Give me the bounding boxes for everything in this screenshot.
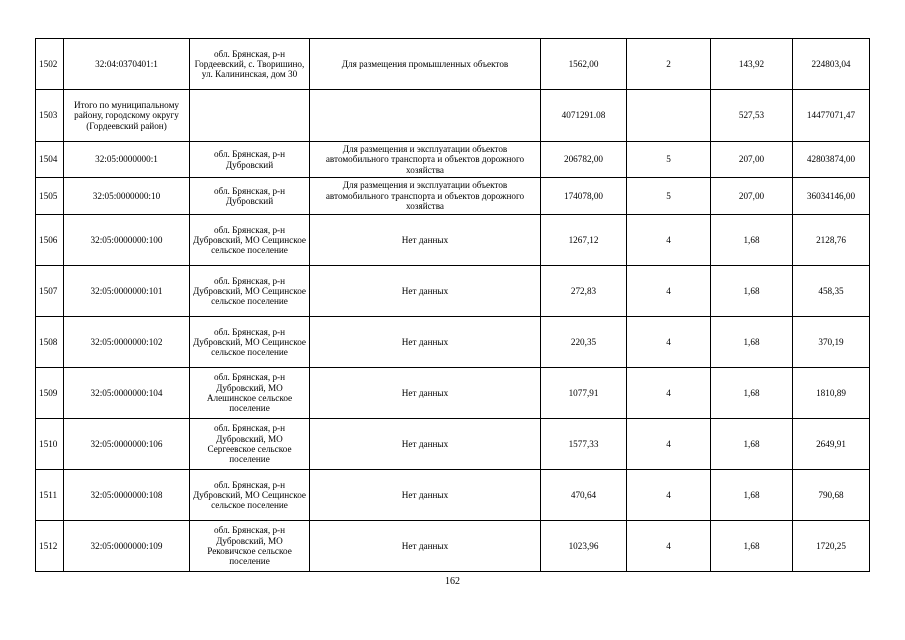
cell-number: 1502 (36, 39, 64, 90)
cell-cadastral-value: 42803874,00 (793, 142, 870, 178)
cell-cadastral-number: 32:05:0000000:101 (64, 266, 190, 317)
cell-permitted-use: Для размещения промышленных объектов (310, 39, 541, 90)
cell-cadastral-number: 32:05:0000000:108 (64, 470, 190, 521)
table-row (36, 178, 870, 215)
cell-permitted-use: Для размещения и эксплуатации объектов автомобильного транспорта и объектов дорожного хозяйства (310, 142, 541, 178)
cell-specific-value: 1,68 (711, 266, 793, 317)
cell-permitted-use (310, 90, 541, 142)
cell-address: обл. Брянская, р-н Дубровский, МО Рековичское сельское поселение (190, 521, 310, 572)
cell-address: обл. Брянская, р-н Дубровский, МО Сещинское сельское поселение (190, 470, 310, 521)
cell-address: обл. Брянская, р-н Дубровский (190, 178, 310, 215)
table-body (36, 39, 870, 572)
cell-number: 1507 (36, 266, 64, 317)
cell-specific-value: 207,00 (711, 142, 793, 178)
cell-cadastral-value: 36034146,00 (793, 178, 870, 215)
cell-area: 1023,96 (541, 521, 627, 572)
cell-permitted-use: Нет данных (310, 215, 541, 266)
cell-cadastral-number: 32:05:0000000:100 (64, 215, 190, 266)
table-row (36, 266, 870, 317)
table-row (36, 39, 870, 90)
cell-number: 1503 (36, 90, 64, 142)
cell-cadastral-value: 14477071,47 (793, 90, 870, 142)
cell-permitted-use: Для размещения и эксплуатации объектов автомобильного транспорта и объектов дорожного хозяйства (310, 178, 541, 215)
cell-area: 1577,33 (541, 419, 627, 470)
cell-group: 4 (627, 266, 711, 317)
cell-cadastral-number: 32:04:0370401:1 (64, 39, 190, 90)
cell-group: 4 (627, 521, 711, 572)
cell-group: 2 (627, 39, 711, 90)
cell-group: 4 (627, 470, 711, 521)
cell-number: 1509 (36, 368, 64, 419)
cell-permitted-use: Нет данных (310, 521, 541, 572)
table-row (36, 215, 870, 266)
cell-cadastral-number: 32:05:0000000:10 (64, 178, 190, 215)
cell-group: 4 (627, 215, 711, 266)
cell-number: 1511 (36, 470, 64, 521)
cell-group: 5 (627, 142, 711, 178)
cell-permitted-use: Нет данных (310, 266, 541, 317)
cell-cadastral-number: 32:05:0000000:106 (64, 419, 190, 470)
cell-specific-value: 1,68 (711, 368, 793, 419)
cell-group (627, 90, 711, 142)
cell-area: 1077,91 (541, 368, 627, 419)
cell-number: 1510 (36, 419, 64, 470)
table-row (36, 90, 870, 142)
cell-cadastral-value: 2649,91 (793, 419, 870, 470)
cell-specific-value: 1,68 (711, 521, 793, 572)
cell-address: обл. Брянская, р-н Дубровский, МО Сещинское сельское поселение (190, 266, 310, 317)
cell-address: обл. Брянская, р-н Дубровский, МО Сещинское сельское поселение (190, 317, 310, 368)
cell-specific-value: 1,68 (711, 317, 793, 368)
cell-cadastral-value: 2128,76 (793, 215, 870, 266)
table-row (36, 368, 870, 419)
cell-cadastral-value: 224803,04 (793, 39, 870, 90)
cell-address: обл. Брянская, р-н Дубровский, МО Сергеевское сельское поселение (190, 419, 310, 470)
cell-permitted-use: Нет данных (310, 368, 541, 419)
cell-area: 470,64 (541, 470, 627, 521)
cell-cadastral-value: 1810,89 (793, 368, 870, 419)
table-row (36, 419, 870, 470)
cell-group: 4 (627, 368, 711, 419)
table-row (36, 521, 870, 572)
cell-address: обл. Брянская, р-н Дубровский, МО Сещинское сельское поселение (190, 215, 310, 266)
cell-specific-value: 1,68 (711, 470, 793, 521)
cell-number: 1508 (36, 317, 64, 368)
cell-cadastral-value: 790,68 (793, 470, 870, 521)
cell-cadastral-number: 32:05:0000000:109 (64, 521, 190, 572)
cell-address (190, 90, 310, 142)
cell-cadastral-value: 458,35 (793, 266, 870, 317)
cell-specific-value: 527,53 (711, 90, 793, 142)
table-row (36, 470, 870, 521)
cell-address: обл. Брянская, р-н Гордеевский, с. Творишино, ул. Калининская, дом 30 (190, 39, 310, 90)
cell-area: 1267,12 (541, 215, 627, 266)
cell-cadastral-value: 1720,25 (793, 521, 870, 572)
cell-area: 206782,00 (541, 142, 627, 178)
cell-number: 1504 (36, 142, 64, 178)
cell-area: 1562,00 (541, 39, 627, 90)
cell-permitted-use: Нет данных (310, 470, 541, 521)
land-valuation-table (35, 38, 870, 572)
cell-cadastral-number: 32:05:0000000:104 (64, 368, 190, 419)
cell-area: 4071291.08 (541, 90, 627, 142)
cell-area: 220,35 (541, 317, 627, 368)
cell-group: 5 (627, 178, 711, 215)
cell-permitted-use: Нет данных (310, 419, 541, 470)
cell-specific-value: 143,92 (711, 39, 793, 90)
cell-permitted-use: Нет данных (310, 317, 541, 368)
table-row (36, 142, 870, 178)
cell-number: 1512 (36, 521, 64, 572)
cell-number: 1505 (36, 178, 64, 215)
cell-cadastral-number: Итого по муниципальному району, городскому округу (Гордеевский район) (64, 90, 190, 142)
cell-address: обл. Брянская, р-н Дубровский, МО Алешинское сельское поселение (190, 368, 310, 419)
cell-specific-value: 1,68 (711, 419, 793, 470)
page-number: 162 (445, 576, 460, 587)
cell-specific-value: 207,00 (711, 178, 793, 215)
cell-specific-value: 1,68 (711, 215, 793, 266)
cell-cadastral-number: 32:05:0000000:1 (64, 142, 190, 178)
cell-area: 272,83 (541, 266, 627, 317)
cell-cadastral-number: 32:05:0000000:102 (64, 317, 190, 368)
cell-area: 174078,00 (541, 178, 627, 215)
cell-cadastral-value: 370,19 (793, 317, 870, 368)
cell-address: обл. Брянская, р-н Дубровский (190, 142, 310, 178)
cell-group: 4 (627, 419, 711, 470)
cell-group: 4 (627, 317, 711, 368)
table-row (36, 317, 870, 368)
cell-number: 1506 (36, 215, 64, 266)
